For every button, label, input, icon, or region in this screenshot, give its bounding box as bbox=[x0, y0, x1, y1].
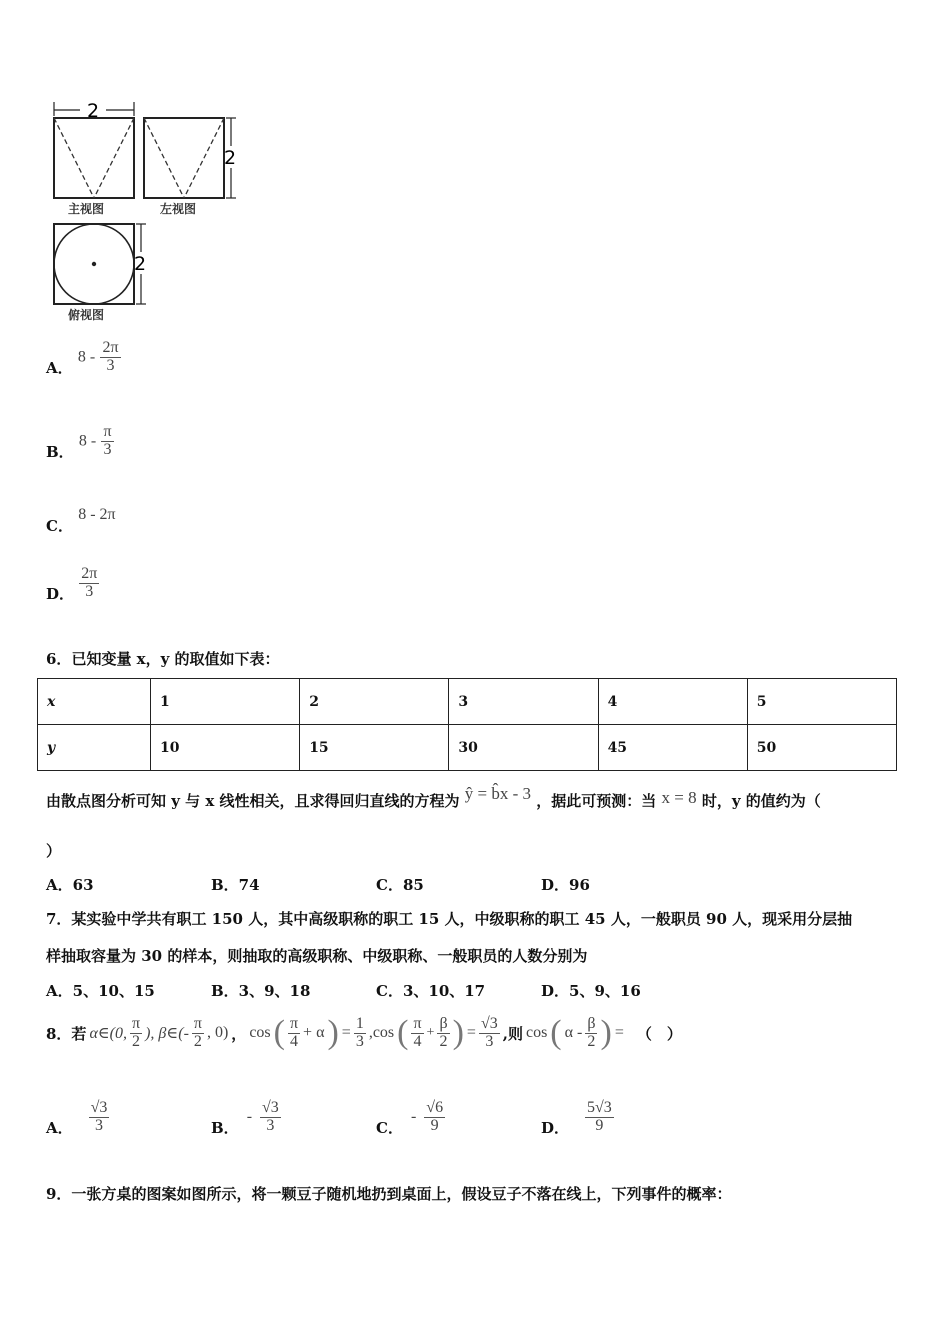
table-cell: 10 bbox=[151, 725, 300, 771]
option-letter: B． bbox=[46, 443, 74, 462]
q6-option-c[interactable]: C．85 bbox=[376, 876, 424, 894]
option-sign: - bbox=[410, 1108, 417, 1126]
condition-expr: ), β∈(- bbox=[145, 1025, 189, 1042]
option-letter: D． bbox=[541, 1118, 570, 1137]
front-dimension: 2 bbox=[87, 100, 100, 122]
frac-den: 3 bbox=[95, 1116, 104, 1134]
q5-option-c[interactable] bbox=[46, 503, 116, 535]
q7-option-a[interactable]: A．5、10、15 bbox=[46, 982, 155, 1000]
side-view bbox=[144, 118, 236, 198]
option-letter: B． bbox=[211, 1118, 239, 1137]
equals: = bbox=[614, 1024, 624, 1041]
q8-option-c[interactable] bbox=[376, 1100, 445, 1135]
frac-num: π bbox=[132, 1014, 141, 1032]
q8-option-d[interactable] bbox=[541, 1100, 614, 1135]
frac-den: 3 bbox=[103, 440, 112, 458]
table-cell: 30 bbox=[449, 725, 598, 771]
question-number: 6． bbox=[46, 650, 72, 668]
frac-den: 2 bbox=[587, 1032, 596, 1050]
table-cell: 5 bbox=[747, 679, 896, 725]
frac-den: 3 bbox=[355, 1032, 364, 1050]
paren-right: ) bbox=[452, 1014, 464, 1051]
table-cell: x bbox=[38, 679, 151, 725]
table-cell: 2 bbox=[300, 679, 449, 725]
q5-option-d[interactable] bbox=[46, 565, 99, 604]
paren-right: ) bbox=[600, 1014, 612, 1051]
cos-fn: ,cos bbox=[368, 1024, 395, 1041]
option-letter: A． bbox=[46, 359, 73, 378]
q6-stem bbox=[46, 648, 280, 669]
q7-option-b[interactable]: B．3、9、18 bbox=[211, 982, 311, 1000]
table-cell: 50 bbox=[747, 725, 896, 771]
q7-stem-line2: 样抽取容量为 30 的样本，则抽取的高级职称、中级职称、一般职员的人数分别为 bbox=[46, 947, 588, 965]
frac-den: 9 bbox=[595, 1116, 604, 1134]
option-letter: D． bbox=[46, 585, 75, 604]
table-cell: y bbox=[38, 725, 151, 771]
paren-left: ( bbox=[273, 1014, 285, 1051]
top-dimension: 2 bbox=[134, 253, 147, 275]
frac-num: π bbox=[289, 1014, 299, 1032]
frac-den: 3 bbox=[485, 1032, 494, 1050]
option-letter: C． bbox=[376, 1118, 403, 1137]
option-expr: 8 - bbox=[78, 432, 97, 450]
option-expr: 8 - 2π bbox=[78, 506, 116, 523]
cos-fn: cos bbox=[525, 1024, 548, 1041]
frac-num: π bbox=[413, 1014, 422, 1032]
q6-option-a[interactable]: A．63 bbox=[46, 876, 94, 894]
table-cell: 15 bbox=[300, 725, 449, 771]
equals: = bbox=[466, 1024, 476, 1041]
expr: α - bbox=[564, 1024, 583, 1041]
sentence-part: 时，y 的值约为（ bbox=[701, 792, 821, 810]
q7-stem-line1: 7．某实验中学共有职工 150 人，其中高级职称的职工 15 人，中级职称的职工 45 人，一般职员 90 人，现采用分层抽 bbox=[46, 910, 853, 928]
option-expr: 8 - bbox=[77, 348, 96, 366]
q7-option-d[interactable]: D．5、9、16 bbox=[541, 982, 641, 1000]
frac-den: 4 bbox=[290, 1032, 298, 1050]
sentence-part: ,则 bbox=[502, 1024, 523, 1043]
frac-num: √3 bbox=[90, 1099, 108, 1116]
table-cell: 45 bbox=[598, 725, 747, 771]
paren-right: ) bbox=[327, 1014, 339, 1051]
paren-left: ( bbox=[397, 1014, 409, 1051]
paren-left: ( bbox=[550, 1014, 562, 1051]
frac-den: 3 bbox=[85, 582, 94, 600]
cos-fn: cos bbox=[249, 1024, 271, 1041]
regression-equation: ŷ = b̂x - 3 bbox=[464, 784, 532, 803]
frac-num: π bbox=[103, 423, 112, 440]
sentence-part: 由散点图分析可知 y 与 x 线性相关，且求得回归直线的方程为 bbox=[46, 792, 460, 810]
q6-regression-sentence bbox=[46, 784, 821, 811]
frac-num: 1 bbox=[355, 1014, 364, 1032]
condition-expr: , 0) bbox=[206, 1024, 229, 1041]
punctuation: ， bbox=[231, 1024, 247, 1043]
frac-den: 9 bbox=[430, 1116, 439, 1134]
sentence-part: ，据此可预测：当 bbox=[536, 792, 657, 810]
expr: + bbox=[426, 1025, 435, 1040]
top-view-label: 俯视图 bbox=[68, 308, 105, 322]
frac-num: √3 bbox=[480, 1014, 498, 1032]
option-sign: - bbox=[246, 1108, 253, 1126]
q8-stem bbox=[46, 1014, 682, 1052]
answer-blank: （ ） bbox=[636, 1024, 682, 1043]
table-cell: 1 bbox=[151, 679, 300, 725]
q8-option-b[interactable] bbox=[211, 1100, 281, 1135]
side-view-label: 左视图 bbox=[160, 202, 197, 216]
q6-close-paren: ） bbox=[46, 842, 62, 860]
frac-num: π bbox=[193, 1014, 202, 1032]
option-letter: C． bbox=[46, 517, 73, 535]
q7-option-c[interactable]: C．3、10、17 bbox=[376, 982, 486, 1000]
frac-num: 2π bbox=[102, 339, 119, 356]
question-number: 8．若 bbox=[46, 1024, 87, 1043]
equals: = bbox=[341, 1024, 351, 1041]
q6-value-table bbox=[37, 678, 897, 771]
side-dimension: 2 bbox=[224, 147, 237, 169]
q6-option-b[interactable]: B．74 bbox=[211, 876, 260, 894]
table-cell: 4 bbox=[598, 679, 747, 725]
frac-den: 2 bbox=[132, 1032, 141, 1050]
frac-den: 3 bbox=[266, 1116, 275, 1134]
question-text: 已知变量 x，y 的取值如下表： bbox=[71, 650, 280, 668]
frac-num: 2π bbox=[81, 565, 98, 582]
q6-option-d[interactable]: D．96 bbox=[541, 876, 590, 894]
frac-num: √3 bbox=[262, 1099, 279, 1116]
option-letter: A． bbox=[46, 1118, 73, 1137]
q8-option-a[interactable] bbox=[46, 1100, 109, 1135]
q5-option-b[interactable] bbox=[46, 423, 114, 462]
condition-expr: α∈(0, bbox=[89, 1025, 128, 1042]
frac-den: 2 bbox=[439, 1032, 448, 1050]
frac-den: 2 bbox=[193, 1032, 202, 1050]
table-row bbox=[38, 679, 897, 725]
frac-den: 3 bbox=[106, 356, 115, 374]
condition-expr: x = 8 bbox=[661, 788, 697, 807]
expr: + α bbox=[303, 1024, 325, 1041]
front-view-label: 主视图 bbox=[68, 202, 105, 216]
table-cell: 3 bbox=[449, 679, 598, 725]
table-row bbox=[38, 725, 897, 771]
frac-den: 4 bbox=[413, 1032, 422, 1050]
frac-num: √6 bbox=[426, 1099, 444, 1116]
frac-num: β bbox=[587, 1014, 596, 1032]
frac-num: β bbox=[439, 1014, 448, 1032]
q9-stem: 9．一张方桌的图案如图所示，将一颗豆子随机地扔到桌面上，假设豆子不落在线上，下列事件的概率： bbox=[46, 1185, 732, 1203]
top-view bbox=[54, 224, 146, 304]
q5-option-a[interactable] bbox=[46, 339, 121, 378]
frac-num: 5√3 bbox=[587, 1099, 612, 1116]
